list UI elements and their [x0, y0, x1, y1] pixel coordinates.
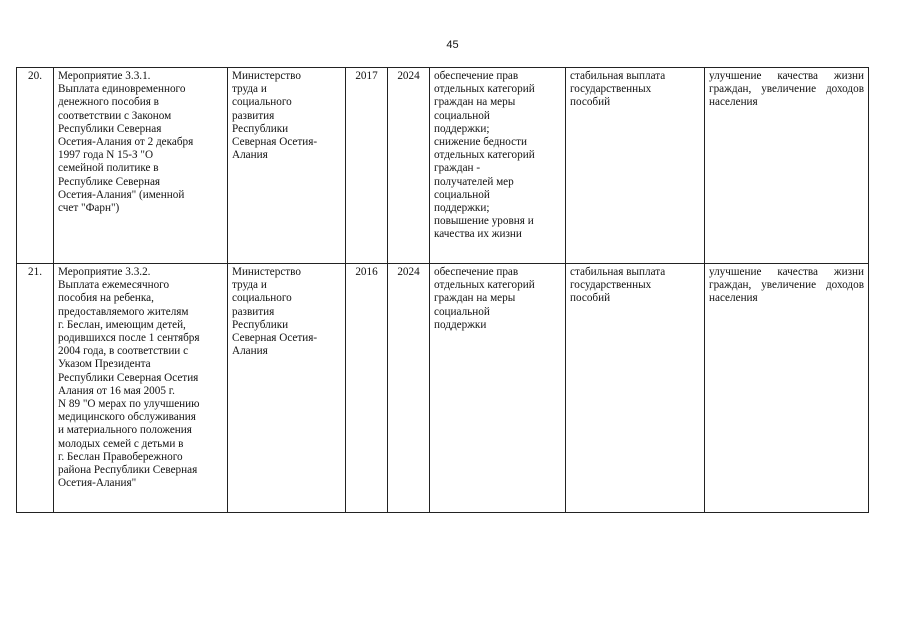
result-line: отдельных категорий [434, 83, 535, 96]
event-line: семейной политике в [58, 162, 159, 175]
executor-line: Министерство [232, 70, 301, 82]
effect-line: пособий [570, 292, 611, 305]
result-cell [430, 68, 566, 264]
effect-line: стабильная выплата [570, 70, 666, 82]
event-line: Республике Северная [58, 175, 161, 188]
event-line: Выплата ежемесячного [58, 279, 170, 292]
executor-cell [228, 264, 346, 513]
executor-line: труда и [232, 279, 267, 292]
effect-line: пособий [570, 96, 611, 109]
result-line: социальной [434, 188, 490, 201]
result-line: обеспечение прав [434, 70, 519, 82]
executor-line: Северная Осетия- [232, 136, 318, 149]
event-line: г. Беслан Правобережного [58, 450, 183, 463]
event-line: Указом Президента [58, 358, 151, 371]
executor-line: Северная Осетия- [232, 332, 318, 345]
event-line: и материального положения [58, 424, 192, 437]
executor-line: Министерство [232, 266, 301, 278]
table-body [17, 68, 869, 513]
event-line: Осетия-Алания от 2 декабря [58, 136, 194, 149]
executor-line: социального [232, 292, 292, 305]
event-cell [54, 264, 228, 513]
measures-table [16, 67, 869, 513]
table-row [17, 68, 869, 264]
executor-line: Республики [232, 318, 289, 331]
result-line: поддержки; [434, 122, 490, 135]
effect-line: государственных [570, 279, 652, 292]
executor-cell [228, 68, 346, 264]
result-line: отдельных категорий [434, 279, 535, 292]
result-line: граждан - [434, 162, 481, 175]
event-line: соответствии с Законом [58, 109, 172, 122]
executor-line: Алания [232, 149, 268, 162]
page-number: 45 [446, 39, 459, 51]
executor-line: социального [232, 96, 292, 109]
event-line: г. Беслан, имеющим детей, [58, 318, 186, 331]
event-line: молодых семей с детьми в [58, 437, 184, 450]
executor-line: труда и [232, 83, 267, 96]
event-line: Алания от 16 мая 2005 г. [58, 384, 175, 397]
result-line: поддержки; [434, 202, 490, 215]
indicator-cell: улучшение качества жизни граждан, увеличение доходов населения [705, 264, 869, 513]
event-line: медицинского обслуживания [58, 411, 196, 424]
year-start-cell: 2016 [346, 264, 388, 513]
year-end-cell: 2024 [388, 264, 430, 513]
effect-line: государственных [570, 83, 652, 96]
result-line: повышение уровня и [434, 215, 534, 228]
event-line: 2004 года, в соответствии с [58, 345, 189, 358]
event-line: родившихся после 1 сентября [58, 332, 200, 345]
result-line: отдельных категорий [434, 149, 535, 162]
result-line: социальной [434, 109, 490, 122]
event-line: денежного пособия в [58, 96, 159, 109]
year-end-cell: 2024 [388, 68, 430, 264]
result-line: поддержки [434, 318, 487, 331]
event-line: Республики Северная Осетия [58, 371, 199, 384]
result-line: снижение бедности [434, 136, 527, 149]
effect-cell [566, 264, 705, 513]
event-line: Осетия-Алания" [58, 477, 137, 490]
result-line: качества их жизни [434, 228, 522, 241]
indicator-cell: улучшение качества жизни граждан, увеличение доходов населения [705, 68, 869, 264]
result-line: получателей мер [434, 175, 514, 188]
year-start-cell: 2017 [346, 68, 388, 264]
event-cell [54, 68, 228, 264]
event-line: счет "Фарн") [58, 202, 120, 215]
executor-line: развития [232, 109, 275, 122]
event-line: района Республики Северная [58, 464, 198, 477]
event-line: Мероприятие 3.3.1. [58, 70, 151, 82]
event-line: N 89 "О мерах по улучшению [58, 398, 200, 411]
result-cell [430, 264, 566, 513]
event-line: 1997 года N 15-З "О [58, 149, 154, 162]
result-line: граждан на меры [434, 292, 516, 305]
result-line: граждан на меры [434, 96, 516, 109]
executor-line: развития [232, 305, 275, 318]
event-line: предоставляемого жителям [58, 305, 189, 318]
event-line: Мероприятие 3.3.2. [58, 266, 151, 278]
result-line: социальной [434, 305, 490, 318]
row-number: 21. [17, 264, 54, 513]
event-line: Республики Северная [58, 122, 162, 135]
effect-line: стабильная выплата [570, 266, 666, 278]
effect-cell [566, 68, 705, 264]
event-line: Осетия-Алания" (именной [58, 188, 185, 201]
table-row [17, 264, 869, 513]
result-line: обеспечение прав [434, 266, 519, 278]
executor-line: Республики [232, 122, 289, 135]
row-number: 20. [17, 68, 54, 264]
event-line: Выплата единовременного [58, 83, 186, 96]
executor-line: Алания [232, 345, 268, 358]
event-line: пособия на ребенка, [58, 292, 154, 305]
